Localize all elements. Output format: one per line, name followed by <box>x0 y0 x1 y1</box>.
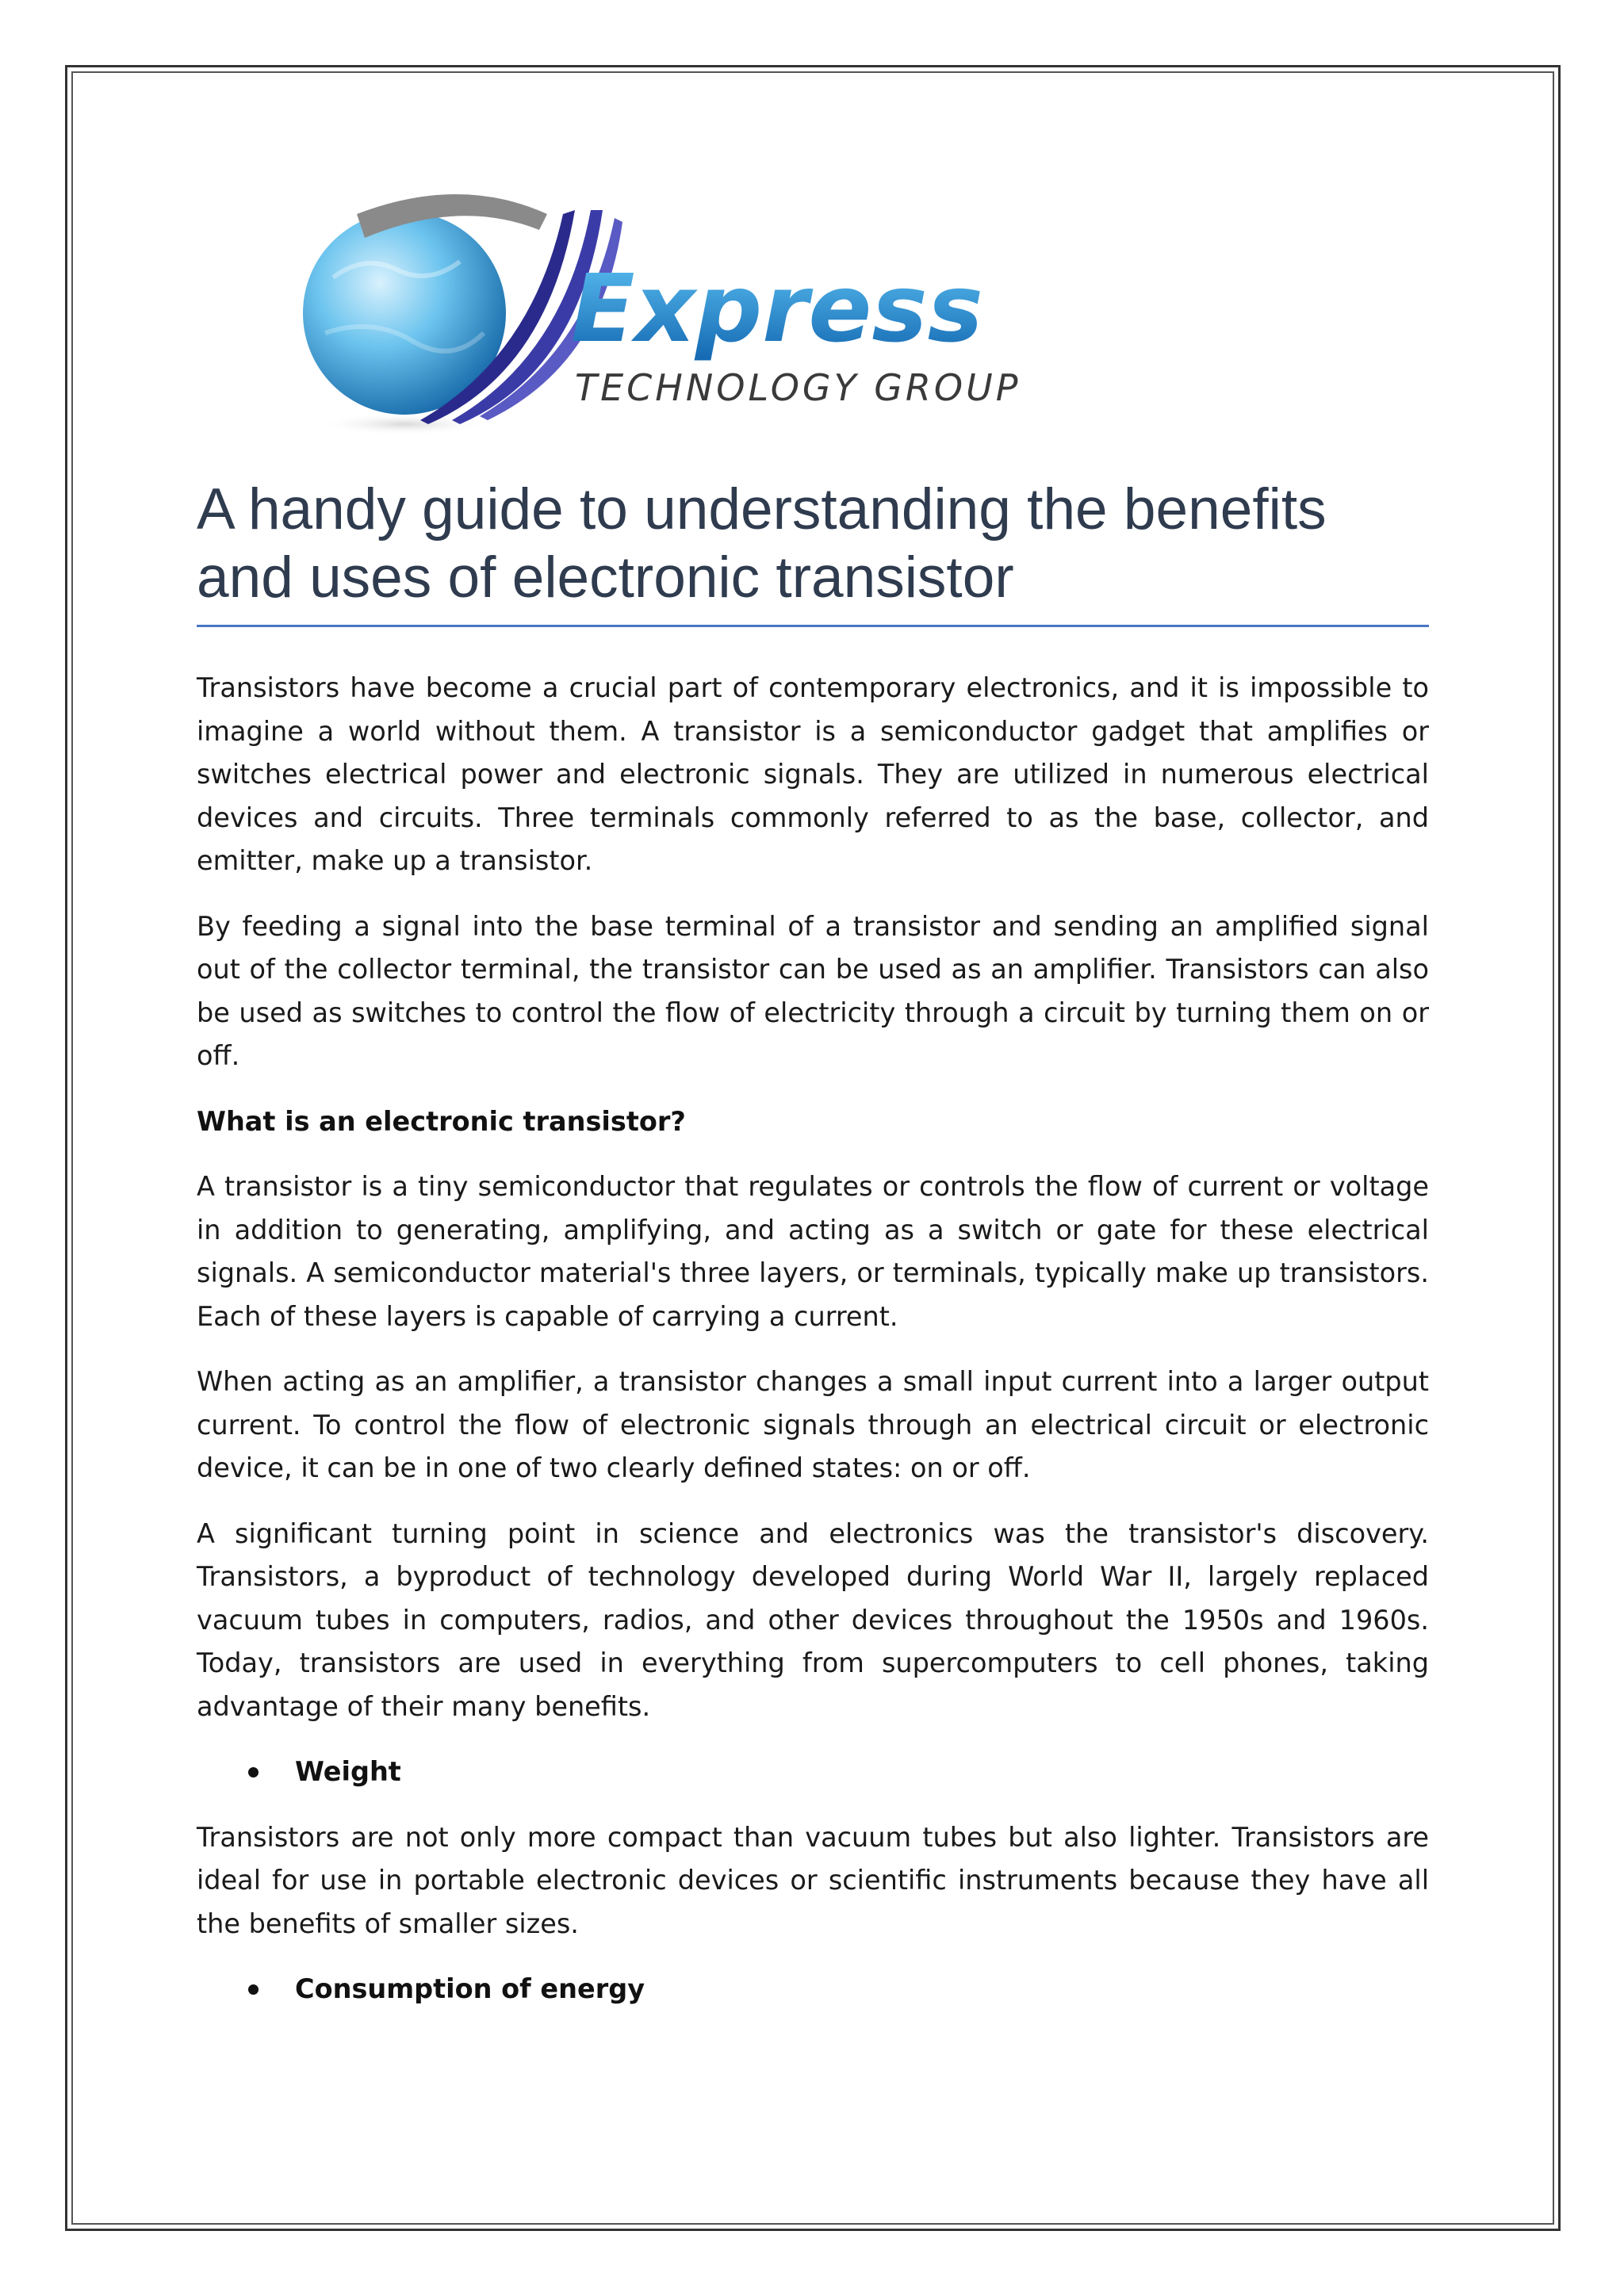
paragraph: When acting as an amplifier, a transistor changes a small input current into a larger output current. To control the flow of electronic signals through an electrical circuit or electronic device, it can be in one of two clearly defined states: on or off. <box>197 1366 1429 1483</box>
bullet-icon <box>248 1984 259 1995</box>
bullet-icon <box>248 1767 259 1777</box>
express-technology-group-logo <box>301 182 1078 444</box>
section-heading: What is an electronic transistor? <box>197 1105 686 1137</box>
document-content <box>197 476 1429 2034</box>
list-item-label: Consumption of energy <box>295 1973 645 2004</box>
paragraph: Transistors are not only more compact than vacuum tubes but also lighter. Transistors are ideal for use in portable electronic devices or scientific instruments because they have all the benefits of smaller sizes. <box>197 1821 1429 1939</box>
list-item <box>197 1968 1429 2011</box>
list-item <box>197 1751 1429 1794</box>
brand-tagline: TECHNOLOGY GROUP <box>575 366 1021 409</box>
paragraph: A transistor is a tiny semiconductor that regulates or controls the flow of current or voltage in addition to generating, amplifying, and acting as a switch or gate for these electrical signals. A semiconductor material's three layers, or terminals, typically make up transistors. Each of these layers is capable of carrying a current. <box>197 1171 1429 1332</box>
list-item-label: Weight <box>295 1756 401 1787</box>
paragraph: By feeding a signal into the base terminal of a transistor and sending an amplified signal out of the collector terminal, the transistor can be used as an amplifier. Transistors can also be used as switches to control the flow of electricity through a circuit by turning them on or off. <box>197 910 1429 1071</box>
paragraph: A significant turning point in science and electronics was the transistor's discovery. Transistors, a byproduct of technology developed during World War II, largely replaced vacuum tubes in computers, radios, and other devices throughout the 1950s and 1960s. Today, transistors are used in everything from supercomputers to cell phones, taking advantage of their many benefits. <box>197 1517 1429 1722</box>
document-body <box>197 667 1429 2011</box>
page-title: A handy guide to understanding the benefits and uses of electronic transistor <box>197 476 1429 627</box>
paragraph: Transistors have become a crucial part of contemporary electronics, and it is impossible to imagine a world without them. A transistor is a semiconductor gadget that amplifies or switches electrical power and electronic signals. They are utilized in numerous electrical devices and circuits. Three terminals commonly referred to as the base, collector, and emitter, make up a transistor. <box>197 672 1429 876</box>
brand-name: Express <box>571 254 983 363</box>
